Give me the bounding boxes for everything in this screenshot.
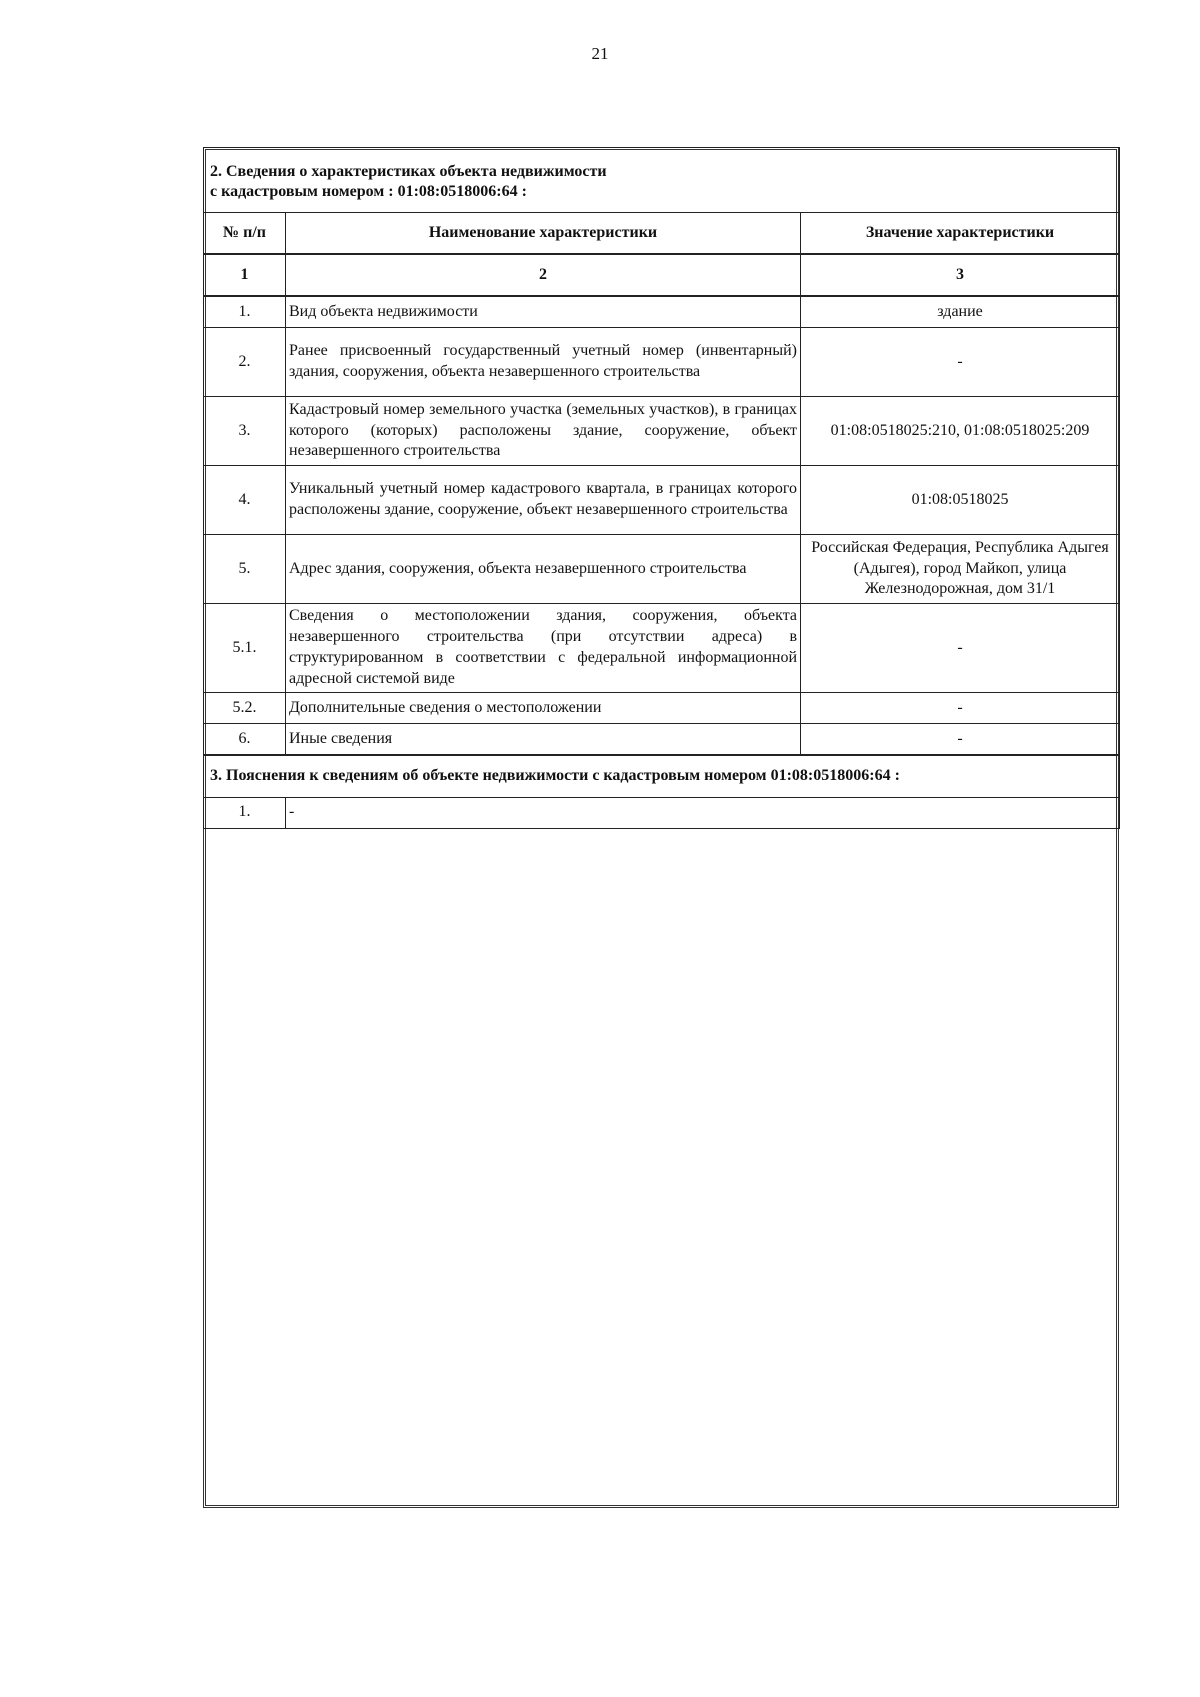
row-name: Ранее присвоенный государственный учетный номер (инвентарный) здания, сооружения, объекта незавершенного строительства: [286, 328, 801, 397]
row-number: 5.: [204, 535, 286, 604]
column-header-row: [204, 213, 1120, 255]
section-3-header: [204, 755, 1120, 797]
row-name: Иные сведения: [286, 724, 801, 756]
table-row: [204, 328, 1120, 397]
section-2-title: [204, 148, 1120, 213]
column-index-1: 1: [204, 254, 286, 296]
table-row: [204, 397, 1120, 466]
column-index-row: [204, 254, 1120, 296]
row-number: 2.: [204, 328, 286, 397]
row-value: -: [801, 328, 1120, 397]
row-value: здание: [801, 296, 1120, 328]
row-name: Сведения о местоположении здания, сооружения, объекта незавершенного строительства (при отсутствии адреса) в структурированном в соответствии с федеральной информационной адресной системой виде: [286, 604, 801, 693]
row-value: Российская Федерация, Республика Адыгея (Адыгея), город Майкоп, улица Железнодорожная, дом 31/1: [801, 535, 1120, 604]
row-number: 5.2.: [204, 693, 286, 724]
table-row: [204, 693, 1120, 724]
section-2-header: [204, 148, 1120, 213]
row-number: 5.1.: [204, 604, 286, 693]
page-number: 21: [591, 44, 609, 63]
row-number: 6.: [204, 724, 286, 756]
column-header-value: Значение характеристики: [801, 213, 1120, 255]
section-2-title-line2: с кадастровым номером : 01:08:0518006:64 :: [210, 183, 527, 200]
characteristics-table: [203, 147, 1120, 829]
row-value: -: [801, 724, 1120, 756]
section-3-title: 3. Пояснения к сведениям об объекте недвижимости с кадастровым номером 01:08:0518006:64 :: [204, 755, 1120, 797]
column-header-name: Наименование характеристики: [286, 213, 801, 255]
column-index-2: 2: [286, 254, 801, 296]
row-name: Кадастровый номер земельного участка (земельных участков), в границах которого (которых) расположены здание, сооружение, объект незавершенного строительства: [286, 397, 801, 466]
row-name: Уникальный учетный номер кадастрового квартала, в границах которого расположены здание, сооружение, объект незавершенного строительства: [286, 466, 801, 535]
row-name: Вид объекта недвижимости: [286, 296, 801, 328]
row-name: Адрес здания, сооружения, объекта незавершенного строительства: [286, 535, 801, 604]
table-row: [204, 724, 1120, 756]
section-2-title-line1: 2. Сведения о характеристиках объекта недвижимости: [210, 163, 607, 180]
row-value: -: [801, 604, 1120, 693]
table-row: [204, 797, 1120, 828]
table-row: [204, 296, 1120, 328]
table-row: [204, 466, 1120, 535]
row-number: 1.: [204, 296, 286, 328]
row-name: Дополнительные сведения о местоположении: [286, 693, 801, 724]
row-value: 01:08:0518025:210, 01:08:0518025:209: [801, 397, 1120, 466]
table-row: [204, 535, 1120, 604]
table-row: [204, 604, 1120, 693]
row-number: 3.: [204, 397, 286, 466]
column-header-num: № п/п: [204, 213, 286, 255]
note-number: 1.: [204, 797, 286, 828]
note-text: -: [286, 797, 1120, 828]
row-value: -: [801, 693, 1120, 724]
row-number: 4.: [204, 466, 286, 535]
column-index-3: 3: [801, 254, 1120, 296]
row-value: 01:08:0518025: [801, 466, 1120, 535]
